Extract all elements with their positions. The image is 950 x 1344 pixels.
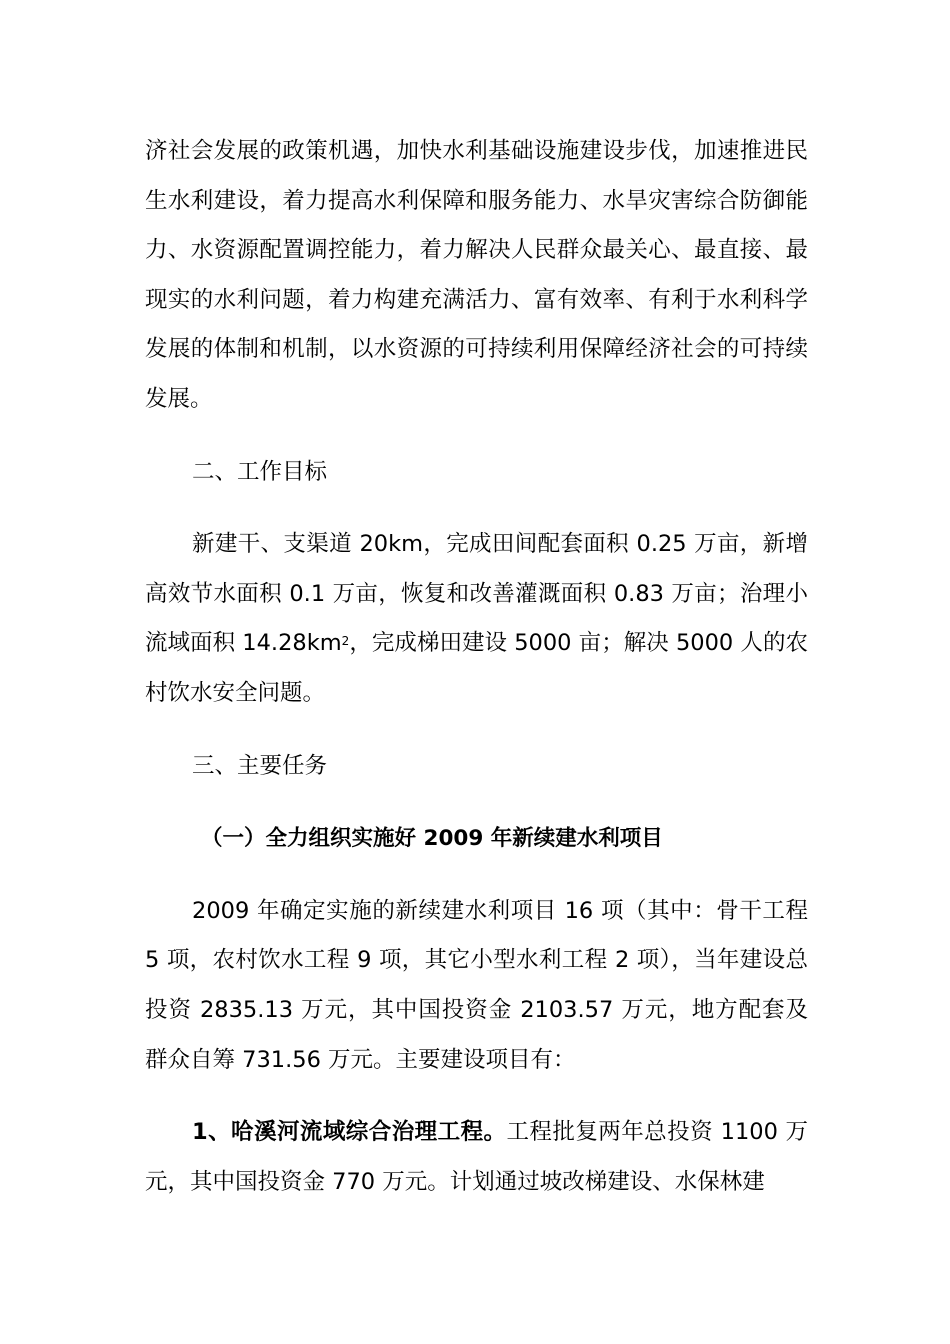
document-body	[145, 127, 808, 1207]
haxi-river-title: 1、哈溪河流域综合治理工程。	[192, 1119, 507, 1146]
superscript-2: 2	[341, 634, 350, 649]
paragraph-2009-projects: 2009 年确定实施的新续建水利项目 16 项（其中：骨干工程 5 项，农村饮水工程 9 项，其它小型水利工程 2 项），当年建设总投资 2835.13 万元，其中国投资金 2103.57 万元，地方配套及群众自筹 731.56 万元。主要建设项目有：	[145, 897, 808, 1073]
section-heading-main-tasks: 三、主要任务	[192, 752, 328, 779]
subsection-heading-2009-projects: （一）全力组织实施好 2009 年新续建水利项目	[201, 826, 663, 852]
section-heading-work-goals: 二、工作目标	[192, 458, 328, 485]
haxi-river-text: 工程批复两年总投资 1100 万元，其中国投资金 770 万元。计划通过坡改梯建设、水保林建	[145, 1119, 808, 1195]
goals-text-part1: 新建干、支渠道 20km，完成田间配套面积 0.25 万亩，新增高效节水面积 0.1 万亩，恢复和改善灌溉面积 0.83 万亩；治理小流域面积 14.28km	[145, 531, 808, 657]
goals-text-part2: ，完成梯田建设 5000 亩；解决 5000 人的农村饮水安全问题。	[145, 630, 808, 706]
paragraph-policy: 济社会发展的政策机遇，加快水利基础设施建设步伐，加速推进民生水利建设，着力提高水利保障和服务能力、水旱灾害综合防御能力、水资源配置调控能力，着力解决人民群众最关心、最直接、最现实的水利问题，着力构建充满活力、富有效率、有利于水利科学发展的体制和机制，以水资源的可持续利用保障经济社会的可持续发展。	[145, 138, 808, 412]
paragraph-haxi-river	[145, 1108, 808, 1207]
paragraph-goals	[145, 520, 808, 718]
